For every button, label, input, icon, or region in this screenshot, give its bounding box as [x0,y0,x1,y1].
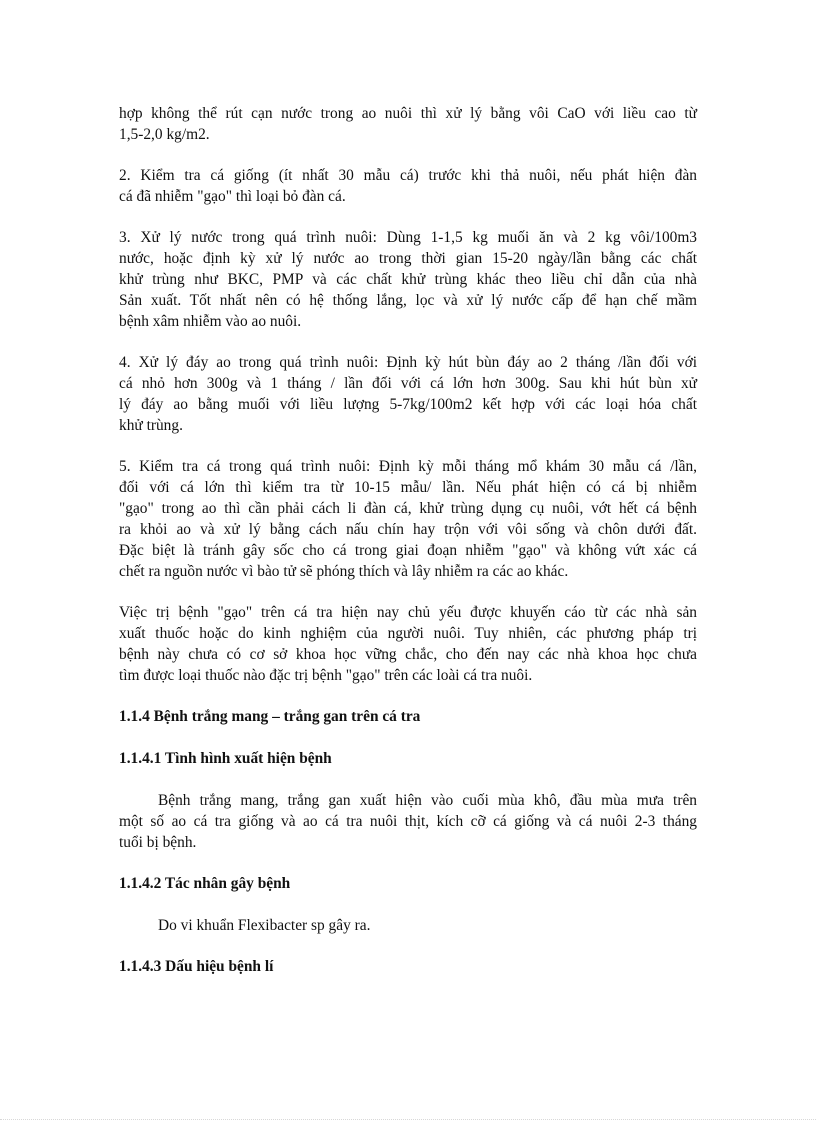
text-line: khử trùng. [119,417,183,434]
text-line: "gạo" trong ao thì cần phải cách li đàn cá, khử trùng dụng cụ nuôi, vớt hết cá bệnh [119,500,697,517]
text-line: hợp không thể rút cạn nước trong ao nuôi thì xử lý bằng vôi CaO với liều cao từ [119,105,697,122]
page-bottom-border [0,1119,816,1120]
subsection-heading-symptoms: 1.1.4.3 Dấu hiệu bệnh lí [119,958,274,975]
text-line: 3. Xử lý nước trong quá trình nuôi: Dùng 1-1,5 kg muối ăn và 2 kg vôi/100m3 [119,229,697,246]
text-line: chết ra nguồn nước vì bào tử sẽ phóng thích và lây nhiễm ra các ao khác. [119,563,569,580]
text-line: lý đáy ao bằng muối với liều lượng 5-7kg/100m2 kết hợp với các loại hóa chất [119,396,697,413]
text-line: Bệnh trắng mang, trắng gan xuất hiện vào cuối mùa khô, đầu mùa mưa trên [158,792,697,809]
text-line: khử trùng như BKC, PMP và các chất khử trùng khác theo liều chỉ dẫn của nhà [119,271,697,288]
text-line: Đặc biệt là tránh gây sốc cho cá trong giai đoạn nhiễm "gạo" và không vứt xác cá [119,542,697,559]
text-line: Do vi khuẩn Flexibacter sp gây ra. [158,917,371,934]
paragraph-treatment-status [119,602,697,686]
paragraph-pond-bottom [119,352,697,436]
document-page [119,103,697,998]
text-line: ra khỏi ao và xử lý bằng cách nấu chín hay trộn với vôi sống và chôn dưới đất. [119,521,697,538]
paragraph-check-fingerlings [119,165,697,207]
text-line: xuất thuốc hoặc do kinh nghiệm của người nuôi. Tuy nhiên, các phương pháp trị [119,625,697,642]
paragraph-lime-treatment [119,103,697,145]
text-line: nước, hoặc định kỳ xử lý nước ao trong thời gian 15-20 ngày/lần bằng các chất [119,250,697,267]
paragraph-fish-inspection [119,456,697,582]
text-line: một số ao cá tra giống và ao cá tra nuôi thịt, kích cỡ cá giống và cá nuôi 2-3 tháng [119,813,697,830]
text-line: 2. Kiểm tra cá giống (ít nhất 30 mẫu cá) trước khi thả nuôi, nếu phát hiện đàn [119,167,697,184]
section-heading-white-gill: 1.1.4 Bệnh trắng mang – trắng gan trên cá tra [119,708,421,725]
paragraph-water-treatment [119,227,697,332]
text-line: tìm được loại thuốc nào đặc trị bệnh "gạo" trên các loài cá tra nuôi. [119,667,533,684]
text-line: 4. Xử lý đáy ao trong quá trình nuôi: Định kỳ hút bùn đáy ao 2 tháng /lần đối với [119,354,697,371]
text-line: cá đã nhiễm "gạo" thì loại bỏ đàn cá. [119,188,346,205]
text-line: Sản xuất. Tốt nhất nên có hệ thống lắng, lọc và xử lý nước cấp để hạn chế mầm [119,292,697,309]
text-line: 5. Kiểm tra cá trong quá trình nuôi: Định kỳ mỗi tháng mổ khám 30 mẫu cá /lần, [119,458,697,475]
paragraph-occurrence [119,790,697,853]
paragraph-pathogen [119,915,697,936]
text-line: Việc trị bệnh "gạo" trên cá tra hiện nay chủ yếu được khuyến cáo từ các nhà sản [119,604,697,621]
text-line: cá nhỏ hơn 300g và 1 tháng / lần đối với cá lớn hơn 300g. Sau khi hút bùn xử [119,375,697,392]
text-line: tuổi bị bệnh. [119,834,197,851]
subsection-heading-pathogen: 1.1.4.2 Tác nhân gây bệnh [119,875,291,892]
text-line: đối với cá lớn thì kiểm tra từ 10-15 mẫu/ lần. Nếu phát hiện có cá bị nhiễm [119,479,697,496]
subsection-heading-occurrence: 1.1.4.1 Tình hình xuất hiện bệnh [119,750,332,767]
text-line: bệnh xâm nhiễm vào ao nuôi. [119,313,302,330]
text-line: 1,5-2,0 kg/m2. [119,126,210,143]
text-line: bệnh này chưa có cơ sở khoa học vững chắc, cho đến nay các nhà khoa học chưa [119,646,697,663]
